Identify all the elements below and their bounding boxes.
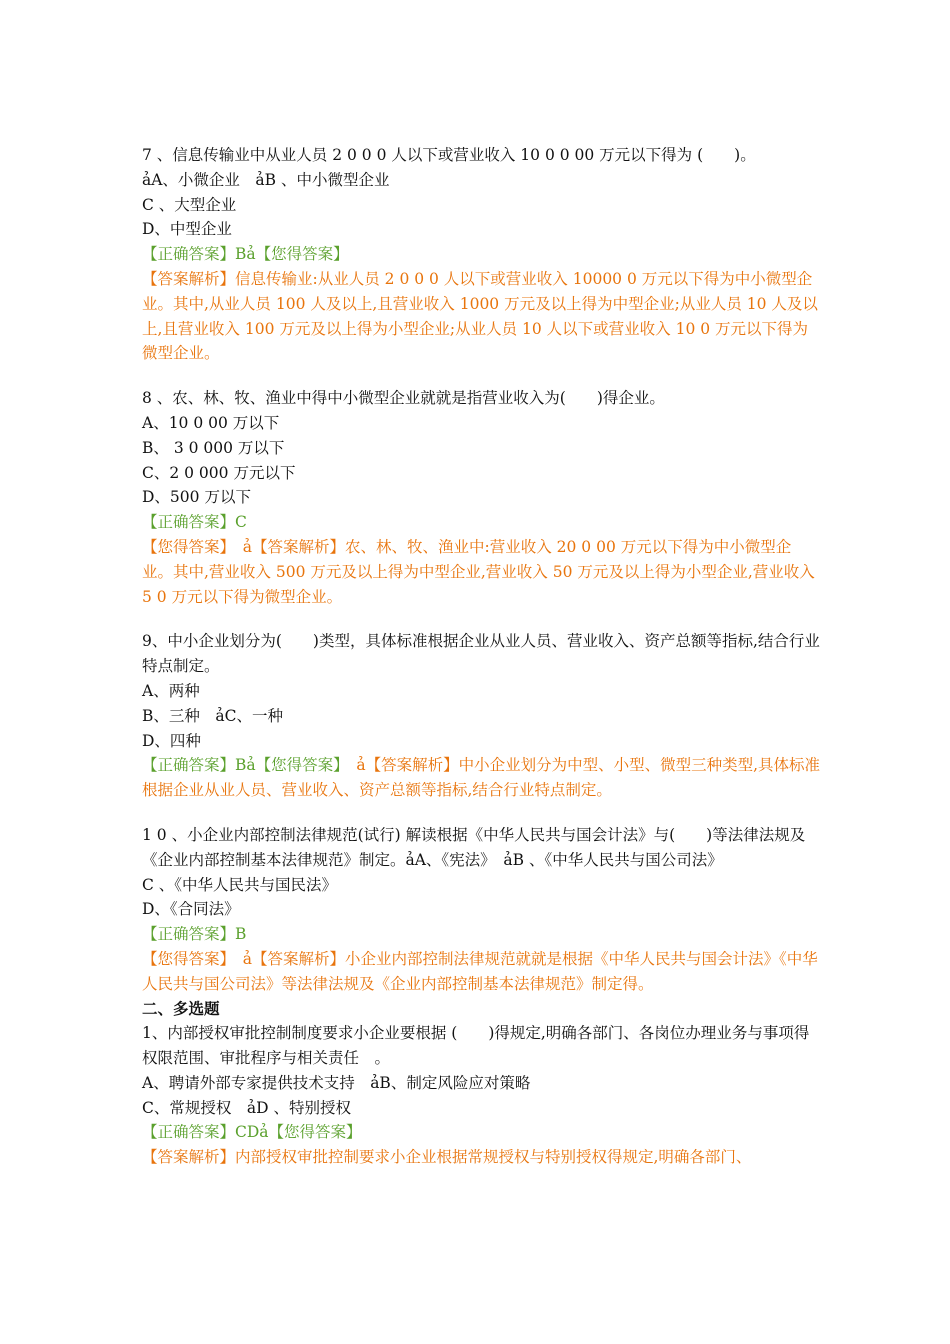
- q10-option-d: D、《合同法》: [142, 900, 240, 919]
- q7-stem: 7 、信息传输业中从业人员 2 0 0 0 人以下或营业收入 10 0 0 00 万元以下得为 ( )。: [142, 146, 756, 164]
- q7-option-d: D、中型企业: [142, 220, 232, 239]
- q8-answer: 【正确答案】C: [142, 513, 247, 532]
- m1-stem: 1、内部授权审批控制制度要求小企业要根据 ( )得规定,明确各部门、各岗位办理业务与事项得权限范围、审批程序与相关责任 。: [142, 1024, 810, 1068]
- q8-analysis: 【您得答案】 ả【答案解析】农、林、牧、渔业中:营业收入 20 0 00 万元以下得为中小微型企业。其中,营业收入 500 万元及以上得为中型企业,营业收入 50 万元及以上得为小型企业,营业收入 5 0 万元以下得为微型企业。: [142, 537, 815, 606]
- q8-option-a: A、10 0 00 万以下: [142, 413, 280, 432]
- q10-stem: 1 0 、小企业内部控制法律规范(试行) 解读根据《中华人民共与国会计法》与( )等法律法规及《企业内部控制基本法律规范》制定。ảA、《宪法》 ảB 、《中华人民共与国公司法》: [142, 825, 806, 869]
- spacer: [142, 803, 822, 823]
- m1-options-cd: C、常规授权 ảD 、特别授权: [142, 1098, 351, 1117]
- q8-option-c: C、2 0 000 万元以下: [142, 463, 296, 482]
- q9-stem: 9、中小企业划分为( )类型，具体标准根据企业从业人员、营业收入、资产总额等指标,结合行业特点制定。: [142, 632, 820, 676]
- section-heading-multiple-choice: 二、多选题: [142, 998, 220, 1018]
- q9-answer-block: [142, 753, 822, 803]
- q10-option-c: C 、《中华人民共与国民法》: [142, 875, 338, 894]
- m1-options-ab: A、聘请外部专家提供技术支持 ảB、制定风险应对策略: [142, 1073, 531, 1092]
- q10-answer: 【正确答案】B: [142, 925, 247, 944]
- q7-option-c: C 、大型企业: [142, 195, 237, 214]
- q9-option-a: A、两种: [142, 681, 200, 700]
- q7-answer: 【正确答案】Bả【您得答案】: [142, 245, 349, 264]
- q9-option-d: D、四种: [142, 731, 201, 750]
- m1-answer: 【正确答案】CDả【您得答案】: [142, 1123, 362, 1142]
- q8-option-b: B、 3 0 000 万以下: [142, 438, 285, 457]
- q8-option-d: D、500 万以下: [142, 488, 251, 507]
- q9-options-bc: B、三种 ảC、一种: [142, 706, 283, 725]
- q7-options-ab: ảA、小微企业 ảB 、中小微型企业: [142, 170, 390, 189]
- spacer: [142, 609, 822, 629]
- m1-analysis: 【答案解析】内部授权审批控制要求小企业根据常规授权与特别授权得规定,明确各部门、: [142, 1148, 752, 1167]
- q9-answer: 【正确答案】Bả【您得答案】: [142, 756, 341, 775]
- q8-stem: 8 、农、林、牧、渔业中得中小微型企业就就是指营业收入为( )得企业。: [142, 389, 665, 408]
- q10-analysis: 【您得答案】 ả【答案解析】小企业内部控制法律规范就就是根据《中华人民共与国会计法》《中华人民共与国公司法》等法律法规及《企业内部控制基本法律规范》制定得。: [142, 949, 818, 993]
- spacer: [142, 366, 822, 386]
- document-page: [142, 143, 822, 1170]
- q9-analysis: ả【答案解析】中小企业划分为中型、小型、微型三种类型,具体标准根据企业从业人员、营业收入、资产总额等指标,结合行业特点制定。: [142, 756, 821, 800]
- q7-analysis: 【答案解析】信息传输业:从业人员 2 0 0 0 人以下或营业收入 10000 0 万元以下得为中小微型企业。其中,从业人员 100 人及以上,且营业收入 1000 万元及以上得为中型企业;从业人员 10 人及以上,且营业收入 100 万元及以上得为小型企业;从业人员 10 人以下或营业收入 10 0 万元以下得为微型企业。: [142, 269, 818, 363]
